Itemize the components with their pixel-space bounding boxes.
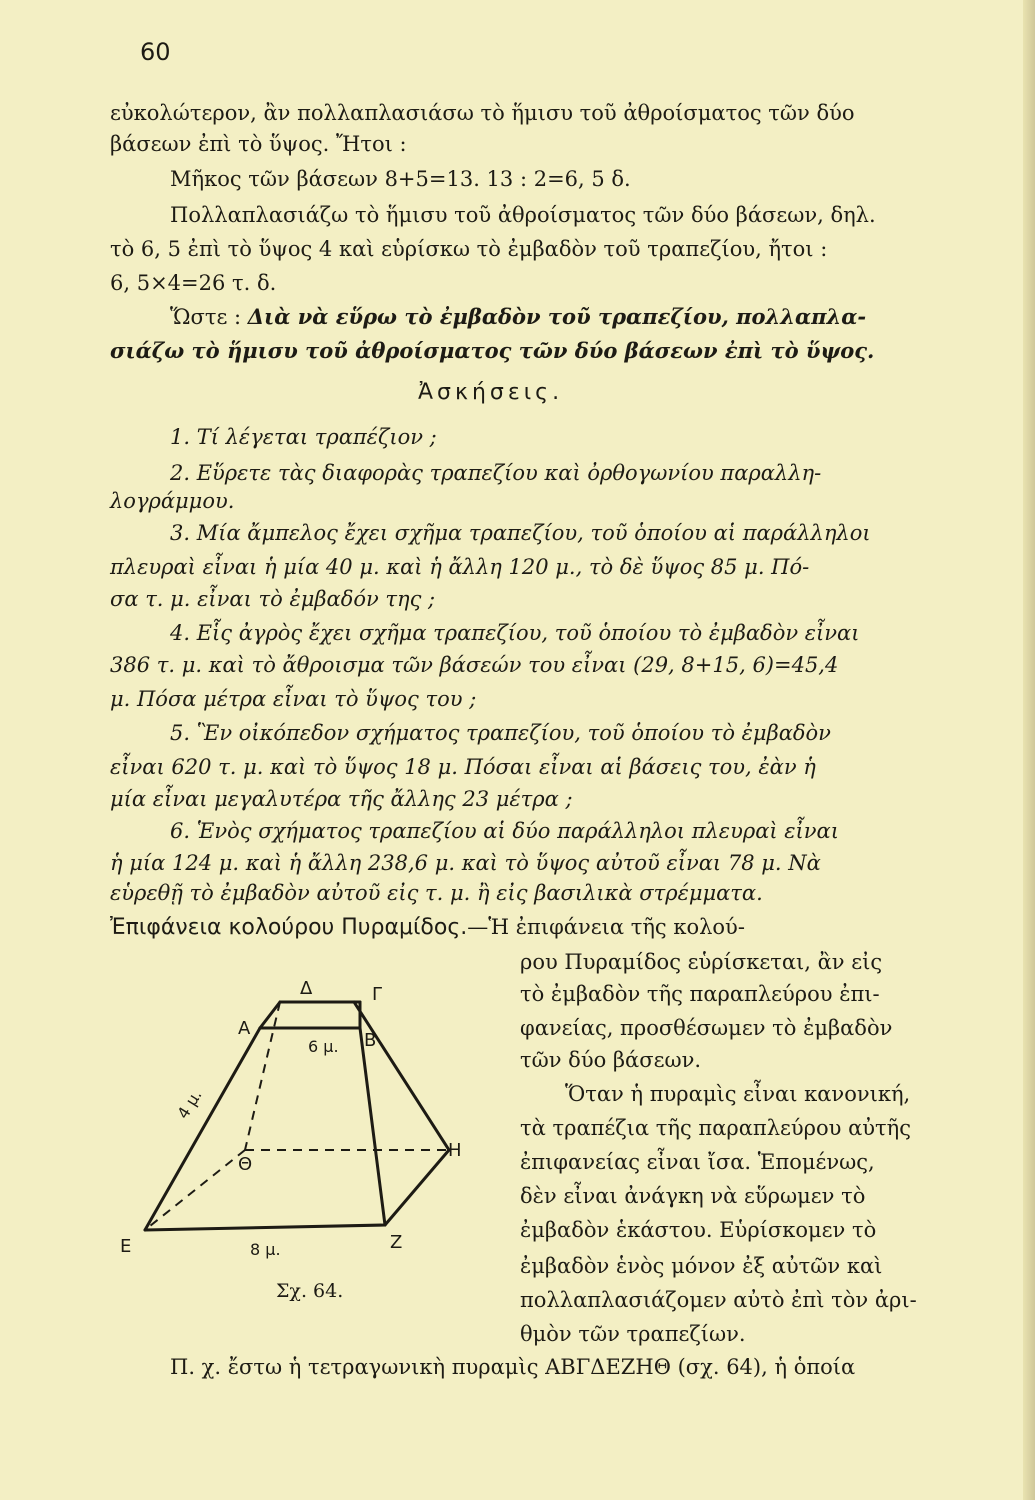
paragraph-line: 6, 5×4=26 τ. δ. bbox=[110, 271, 277, 295]
closing-line: Π. χ. ἔστω ἡ τετραγωνικὴ πυραμὶς ΑΒΓΔΕΖΗΘ (σχ. 64), ἡ ὁποία bbox=[170, 1355, 856, 1379]
column-line: ἐμβαδὸν ἑνὸς μόνον ἐξ αὐτῶν καὶ bbox=[520, 1254, 883, 1278]
section-heading-line bbox=[110, 912, 930, 943]
column-line: θμὸν τῶν τραπεζίων. bbox=[520, 1322, 746, 1346]
vertex-label-delta: Δ bbox=[300, 978, 313, 999]
rule-line-2: σιάζω τὸ ἥμισυ τοῦ ἀθροίσματος τῶν δύο βάσεων ἐπὶ τὸ ὕψος. bbox=[110, 338, 875, 363]
exercise-line: εἶναι 620 τ. μ. καὶ τὸ ὕψος 18 μ. Πόσαι εἶναι αἱ βάσεις του, ἐὰν ἡ bbox=[110, 755, 816, 779]
column-line: ἐπιφανείας εἶναι ἴσα. Ἑπομένως, bbox=[520, 1150, 875, 1174]
exercise-line: λογράμμου. bbox=[110, 489, 235, 513]
exercise-line: 2. Εὕρετε τὰς διαφορὰς τραπεζίου καὶ ὀρθογωνίου παραλλη- bbox=[170, 461, 822, 485]
page-edge bbox=[1023, 0, 1035, 1500]
edge-zeta-eta bbox=[385, 1150, 449, 1225]
column-line: Ὅταν ἡ πυραμὶς εἶναι κανονική, bbox=[565, 1082, 911, 1106]
exercise-line: 4. Εἷς ἀγρὸς ἔχει σχῆμα τραπεζίου, τοῦ ὁποίου τὸ ἐμβαδὸν εἶναι bbox=[170, 621, 860, 645]
column-line: πολλαπλασιάζομεν αὐτὸ ἐπὶ τὸν ἀρι- bbox=[520, 1288, 917, 1312]
paragraph-line: τὸ 6, 5 ἐπὶ τὸ ὕψος 4 καὶ εὑρίσκω τὸ ἐμβαδὸν τοῦ τραπεζίου, ἤτοι : bbox=[110, 237, 828, 261]
column-line: τὸ ἐμβαδὸν τῆς παραπλεύρου ἐπι- bbox=[520, 982, 880, 1006]
top-length-label: 6 μ. bbox=[308, 1037, 339, 1056]
exercise-line: 1. Τί λέγεται τραπέζιον ; bbox=[170, 425, 437, 449]
vertex-label-gamma: Γ bbox=[372, 984, 383, 1005]
edge-gamma-eta bbox=[354, 1002, 449, 1150]
bottom-length-label: 8 μ. bbox=[250, 1240, 281, 1259]
column-line: δὲν εἶναι ἀνάγκη νὰ εὕρωμεν τὸ bbox=[520, 1184, 866, 1208]
exercise-line: μία εἶναι μεγαλυτέρα τῆς ἄλλης 23 μέτρα ; bbox=[110, 787, 573, 811]
exercise-line: εὑρεθῇ τὸ ἐμβαδὸν αὐτοῦ εἰς τ. μ. ἢ εἰς βασιλικὰ στρέμματα. bbox=[110, 881, 763, 905]
column-line: τῶν δύο βάσεων. bbox=[520, 1048, 702, 1072]
figure-caption: Σχ. 64. bbox=[276, 1280, 344, 1302]
vertex-label-epsilon: Ε bbox=[120, 1236, 132, 1257]
hidden-edge-theta-epsilon bbox=[145, 1150, 245, 1230]
section-title: Ἐπιφάνεια κολούρου Πυραμίδος. bbox=[110, 915, 468, 940]
rule-lead: Ὥστε : bbox=[170, 305, 242, 329]
exercise-line: πλευραὶ εἶναι ἡ μία 40 μ. καὶ ἡ ἄλλη 120 μ., τὸ δὲ ὕψος 85 μ. Πό- bbox=[110, 555, 810, 579]
rule-line-1 bbox=[170, 302, 930, 332]
column-line: ρου Πυραμίδος εὑρίσκεται, ἂν εἰς bbox=[520, 950, 883, 974]
vertex-label-beta: Β bbox=[364, 1030, 377, 1051]
vertex-label-zeta: Ζ bbox=[390, 1232, 403, 1253]
vertex-label-eta: Η bbox=[448, 1140, 462, 1161]
paragraph-line: εὐκολώτερον, ἂν πολλαπλασιάσω τὸ ἥμισυ τοῦ ἀθροίσματος τῶν δύο bbox=[110, 101, 855, 125]
column-line: ἐμβαδὸν ἑκάστου. Εὑρίσκομεν τὸ bbox=[520, 1218, 877, 1242]
vertex-label-theta: Θ bbox=[238, 1154, 253, 1175]
exercise-line: σα τ. μ. εἶναι τὸ ἐμβαδόν της ; bbox=[110, 587, 436, 611]
exercises-heading: Ἀσκήσεις. bbox=[418, 380, 564, 405]
column-line: τὰ τραπέζια τῆς παραπλεύρου αὐτῆς bbox=[520, 1116, 912, 1140]
rule-text: Διὰ νὰ εὕρω τὸ ἐμβαδὸν τοῦ τραπεζίου, πολλαπλα- bbox=[247, 304, 867, 329]
edge-alpha-epsilon bbox=[145, 1028, 260, 1230]
exercise-line: 386 τ. μ. καὶ τὸ ἄθροισμα τῶν βάσεών του εἶναι (29, 8+15, 6)=45,4 bbox=[110, 653, 839, 677]
exercise-line: ἡ μία 124 μ. καὶ ἡ ἄλλη 238,6 μ. καὶ τὸ ὕψος αὐτοῦ εἶναι 78 μ. Νὰ bbox=[110, 851, 821, 875]
column-line: φανείας, προσθέσωμεν τὸ ἐμβαδὸν bbox=[520, 1016, 893, 1040]
exercise-line: 3. Μία ἄμπελος ἔχει σχῆμα τραπεζίου, τοῦ ὁποίου αἱ παράλληλοι bbox=[170, 521, 871, 545]
exercise-line: μ. Πόσα μέτρα εἶναι τὸ ὕψος του ; bbox=[110, 687, 477, 711]
exercise-line: 5. Ἓν οἰκόπεδον σχήματος τραπεζίου, τοῦ ὁποίου τὸ ἐμβαδὸν bbox=[170, 721, 831, 745]
edge-beta-zeta bbox=[360, 1028, 385, 1225]
vertex-label-alpha: Α bbox=[238, 1018, 251, 1039]
page-number: 60 bbox=[140, 38, 171, 66]
edge-epsilon-zeta bbox=[145, 1225, 385, 1230]
paragraph-line: Μῆκος τῶν βάσεων 8+5=13. 13 : 2=6, 5 δ. bbox=[170, 167, 631, 191]
edge-delta-alpha bbox=[260, 1002, 280, 1028]
frustum-figure bbox=[110, 970, 462, 1260]
paragraph-line: βάσεων ἐπὶ τὸ ὕψος. Ἤτοι : bbox=[110, 132, 407, 156]
section-intro: —Ἡ ἐπιφάνεια τῆς κολού- bbox=[467, 915, 745, 939]
exercise-line: 6. Ἑνὸς σχήματος τραπεζίου αἱ δύο παράλληλοι πλευραὶ εἶναι bbox=[170, 819, 839, 843]
slant-length-label: 4 μ. bbox=[173, 1086, 206, 1123]
paragraph-line: Πολλαπλασιάζω τὸ ἥμισυ τοῦ ἀθροίσματος τῶν δύο βάσεων, δηλ. bbox=[170, 203, 876, 227]
